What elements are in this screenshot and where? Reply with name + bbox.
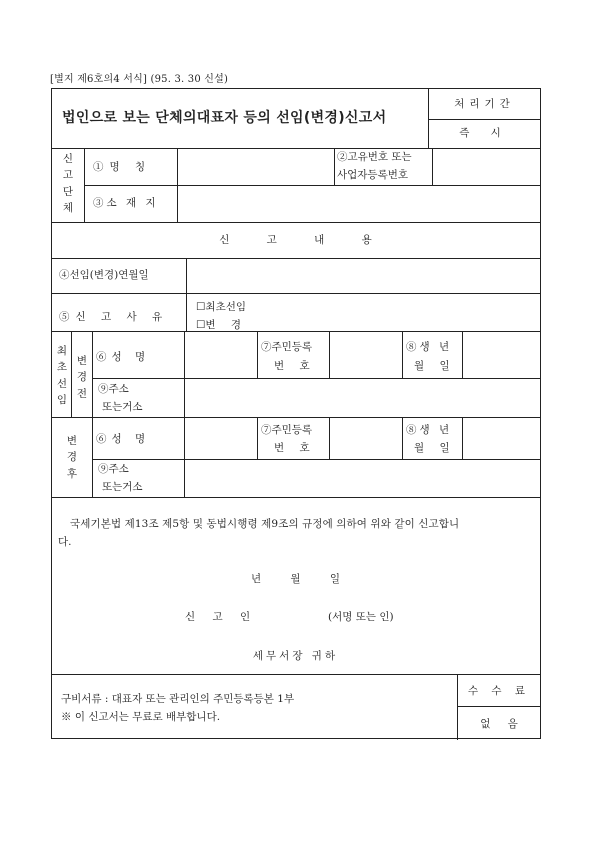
initial-appointment-label: 최 초 선 임 [56, 345, 68, 406]
after-birth-label-2: 월 일 [414, 442, 456, 454]
declaration-text-line2: 다. [58, 536, 72, 548]
after-name-field[interactable] [185, 418, 256, 458]
after-rrn-label-1: ⑦주민등록 [261, 424, 313, 436]
before-birth-label-1: ⑧생 년 [406, 341, 453, 353]
reason-option-initial[interactable]: ☐최초선임 [196, 301, 246, 313]
before-name-field[interactable] [185, 332, 256, 377]
reporter-label: 신 고 인 [185, 611, 251, 623]
after-name-label: ⑥성 명 [96, 433, 151, 445]
before-birth-field[interactable] [463, 332, 540, 377]
processing-period-value: 즉 시 [459, 127, 510, 139]
appointment-date-label: ④선임(변경)연월일 [59, 269, 149, 281]
group-name-label: ①명 칭 [93, 161, 152, 173]
report-content-heading: 신 고 내 용 [219, 234, 372, 246]
report-date-line: 년 월 일 [250, 573, 341, 585]
form-number-header: [별지 제6호의4 서식] (95. 3. 30 신설) [50, 74, 229, 85]
unique-number-field[interactable] [433, 149, 540, 184]
checkbox-icon: ☐ [196, 319, 206, 331]
after-address-label-2: 또는거소 [102, 481, 143, 493]
free-distribution-note: ※ 이 신고서는 무료로 배부합니다. [61, 711, 221, 723]
after-change-label: 변 경 후 [66, 435, 78, 480]
after-rrn-field[interactable] [330, 418, 401, 458]
processing-period-label: 처리기간 [454, 98, 515, 110]
addressee-line: 세무서장 귀하 [252, 650, 339, 662]
appointment-date-field[interactable] [187, 259, 540, 292]
form-title: 법인으로 보는 단체의대표자 등의 선임(변경)신고서 [62, 110, 387, 126]
before-name-label: ⑥성 명 [96, 351, 151, 363]
group-name-field[interactable] [178, 149, 333, 184]
unique-number-label-1: ②고유번호 또는 [337, 151, 412, 163]
reporter-name-field[interactable] [242, 607, 317, 625]
after-address-field[interactable] [185, 460, 540, 496]
before-rrn-label-1: ⑦주민등록 [261, 341, 313, 353]
before-address-label-2: 또는거소 [102, 401, 143, 413]
report-reason-label: ⑤신 고 사 유 [59, 311, 169, 323]
before-change-label: 변 경 전 [76, 355, 88, 400]
after-birth-field[interactable] [463, 418, 540, 458]
report-form [51, 88, 541, 739]
before-address-label-1: ⑨주소 [98, 383, 129, 395]
required-documents: 구비서류 : 대표자 또는 관리인의 주민등록등본 1부 [61, 693, 295, 705]
before-address-field[interactable] [185, 379, 540, 416]
checkbox-icon: ☐ [196, 301, 206, 313]
reason-option-change[interactable]: ☐변 경 [196, 319, 248, 331]
unique-number-label-2: 사업자등록번호 [337, 169, 409, 181]
signature-label: (서명 또는 인) [328, 611, 394, 623]
after-birth-label-1: ⑧생 년 [406, 424, 453, 436]
before-rrn-field[interactable] [330, 332, 401, 377]
after-rrn-label-2: 번 호 [274, 442, 316, 454]
before-birth-label-2: 월 일 [414, 360, 456, 372]
declaration-text-line1: 국세기본법 제13조 제5항 및 동법시행령 제9조의 규정에 의하여 위와 같이 신고합니 [70, 518, 460, 530]
group-location-field[interactable] [178, 186, 540, 221]
fee-value: 없 음 [480, 718, 518, 730]
fee-label: 수 수 료 [467, 685, 531, 697]
after-address-label-1: ⑨주소 [98, 463, 129, 475]
group-location-label: ③소 재 지 [93, 197, 159, 209]
before-rrn-label-2: 번 호 [274, 360, 316, 372]
reporter-group-label: 신 고 단 체 [62, 153, 74, 214]
